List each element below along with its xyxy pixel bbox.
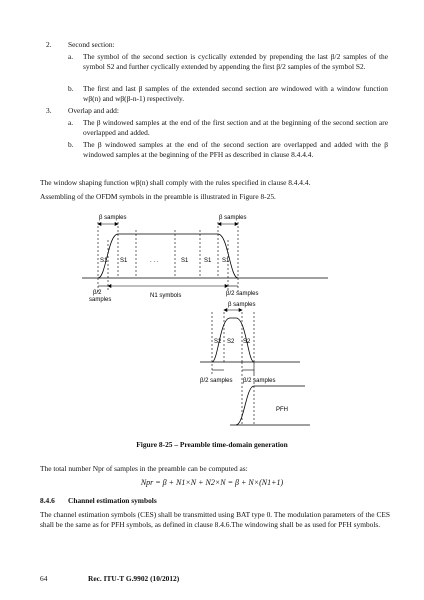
paragraph-ces: The channel estimation symbols (CES) shall be transmitted using BAT type 0. The modulation parameters of the CES shall be the same as for PFH symbols, as defined in clause 8.4.6.The windowing shall be as used for PFH symbols.: [40, 510, 390, 529]
label-half-beta-left: β/2: [93, 290, 102, 296]
sublist-text-2a: The symbol of the second section is cyclically extended by prepending the last β/2 samples of the symbol S2 and further cyclically extended by appending the first β/2 samples of the symbol S2.: [83, 52, 388, 71]
pfh-envelope: [236, 386, 305, 425]
list-number-2: 2.: [46, 40, 52, 49]
label-s1-a: S1: [100, 258, 108, 264]
label-beta-samples-mid: β samples: [228, 302, 256, 308]
label-beta-samples-left: β samples: [99, 215, 127, 221]
equation-npr: Npr = β + N1×N + N2×N = β + N×(N1+1): [140, 478, 284, 487]
paragraph-assembling: Assembling of the OFDM symbols in the preamble is illustrated in Figure 8-25.: [40, 192, 276, 201]
label-s1-c: S1: [181, 258, 189, 264]
label-s1-d: S1: [204, 258, 212, 264]
label-half-beta-samples-right: β/2 samples: [226, 291, 259, 297]
label-half-beta-samples-s2-right: β/2 samples: [243, 378, 276, 384]
list-title-second-section: Second section:: [68, 40, 115, 49]
paragraph-total-samples: The total number Npr of samples in the preamble can be computed as:: [40, 464, 248, 473]
label-samples-left: samples: [89, 297, 112, 303]
label-s2-c: S2: [243, 339, 251, 345]
list-number-3: 3.: [46, 106, 52, 115]
first-section-envelope: [98, 234, 238, 278]
label-beta-samples-right: β samples: [219, 215, 247, 221]
label-dots: . . .: [150, 258, 159, 264]
figure-caption: Figure 8-25 – Preamble time-domain generation: [136, 440, 288, 449]
label-pfh: PFH: [276, 407, 288, 413]
label-s2-b: S2: [227, 339, 235, 345]
sublist-text-3a: The β windowed samples at the end of the first section and at the beginning of the second section are overlapped and added.: [83, 118, 388, 137]
section-title: Channel estimation symbols: [68, 496, 157, 505]
sublist-mark-3b: b.: [68, 140, 74, 149]
sublist-mark-2b: b.: [68, 84, 74, 93]
sublist-mark-2a: a.: [68, 52, 74, 61]
list-title-overlap-add: Overlap and add:: [68, 106, 119, 115]
label-s1-e: S1: [222, 258, 230, 264]
footer-title: Rec. ITU-T G.9902 (10/2012): [88, 574, 180, 583]
paragraph-window-function: The window shaping function wβ(n) shall comply with the rules specified in clause 8.4.4.4.: [40, 178, 311, 187]
section-number: 8.4.6: [40, 496, 55, 505]
label-n1-symbols: N1 symbols: [150, 293, 182, 299]
diagram-dashed-lines: [98, 222, 254, 425]
page-number: 64: [40, 574, 48, 583]
sublist-mark-3a: a.: [68, 118, 74, 127]
label-s2-a: S2: [214, 339, 222, 345]
sublist-text-2b: The first and last β samples of the extended second section are windowed with a window function wβ(n) and wβ(β-n-1) respectively.: [83, 84, 388, 103]
label-half-beta-samples-s2-left: β/2 samples: [200, 378, 233, 384]
sublist-text-3b: The β windowed samples at the end of the second section are overlapped and added with the β windowed samples at the beginning of the PFH as described in clause 8.4.4.4.: [83, 140, 388, 159]
label-s1-b: S1: [120, 258, 128, 264]
diagram-labels: [89, 215, 288, 413]
